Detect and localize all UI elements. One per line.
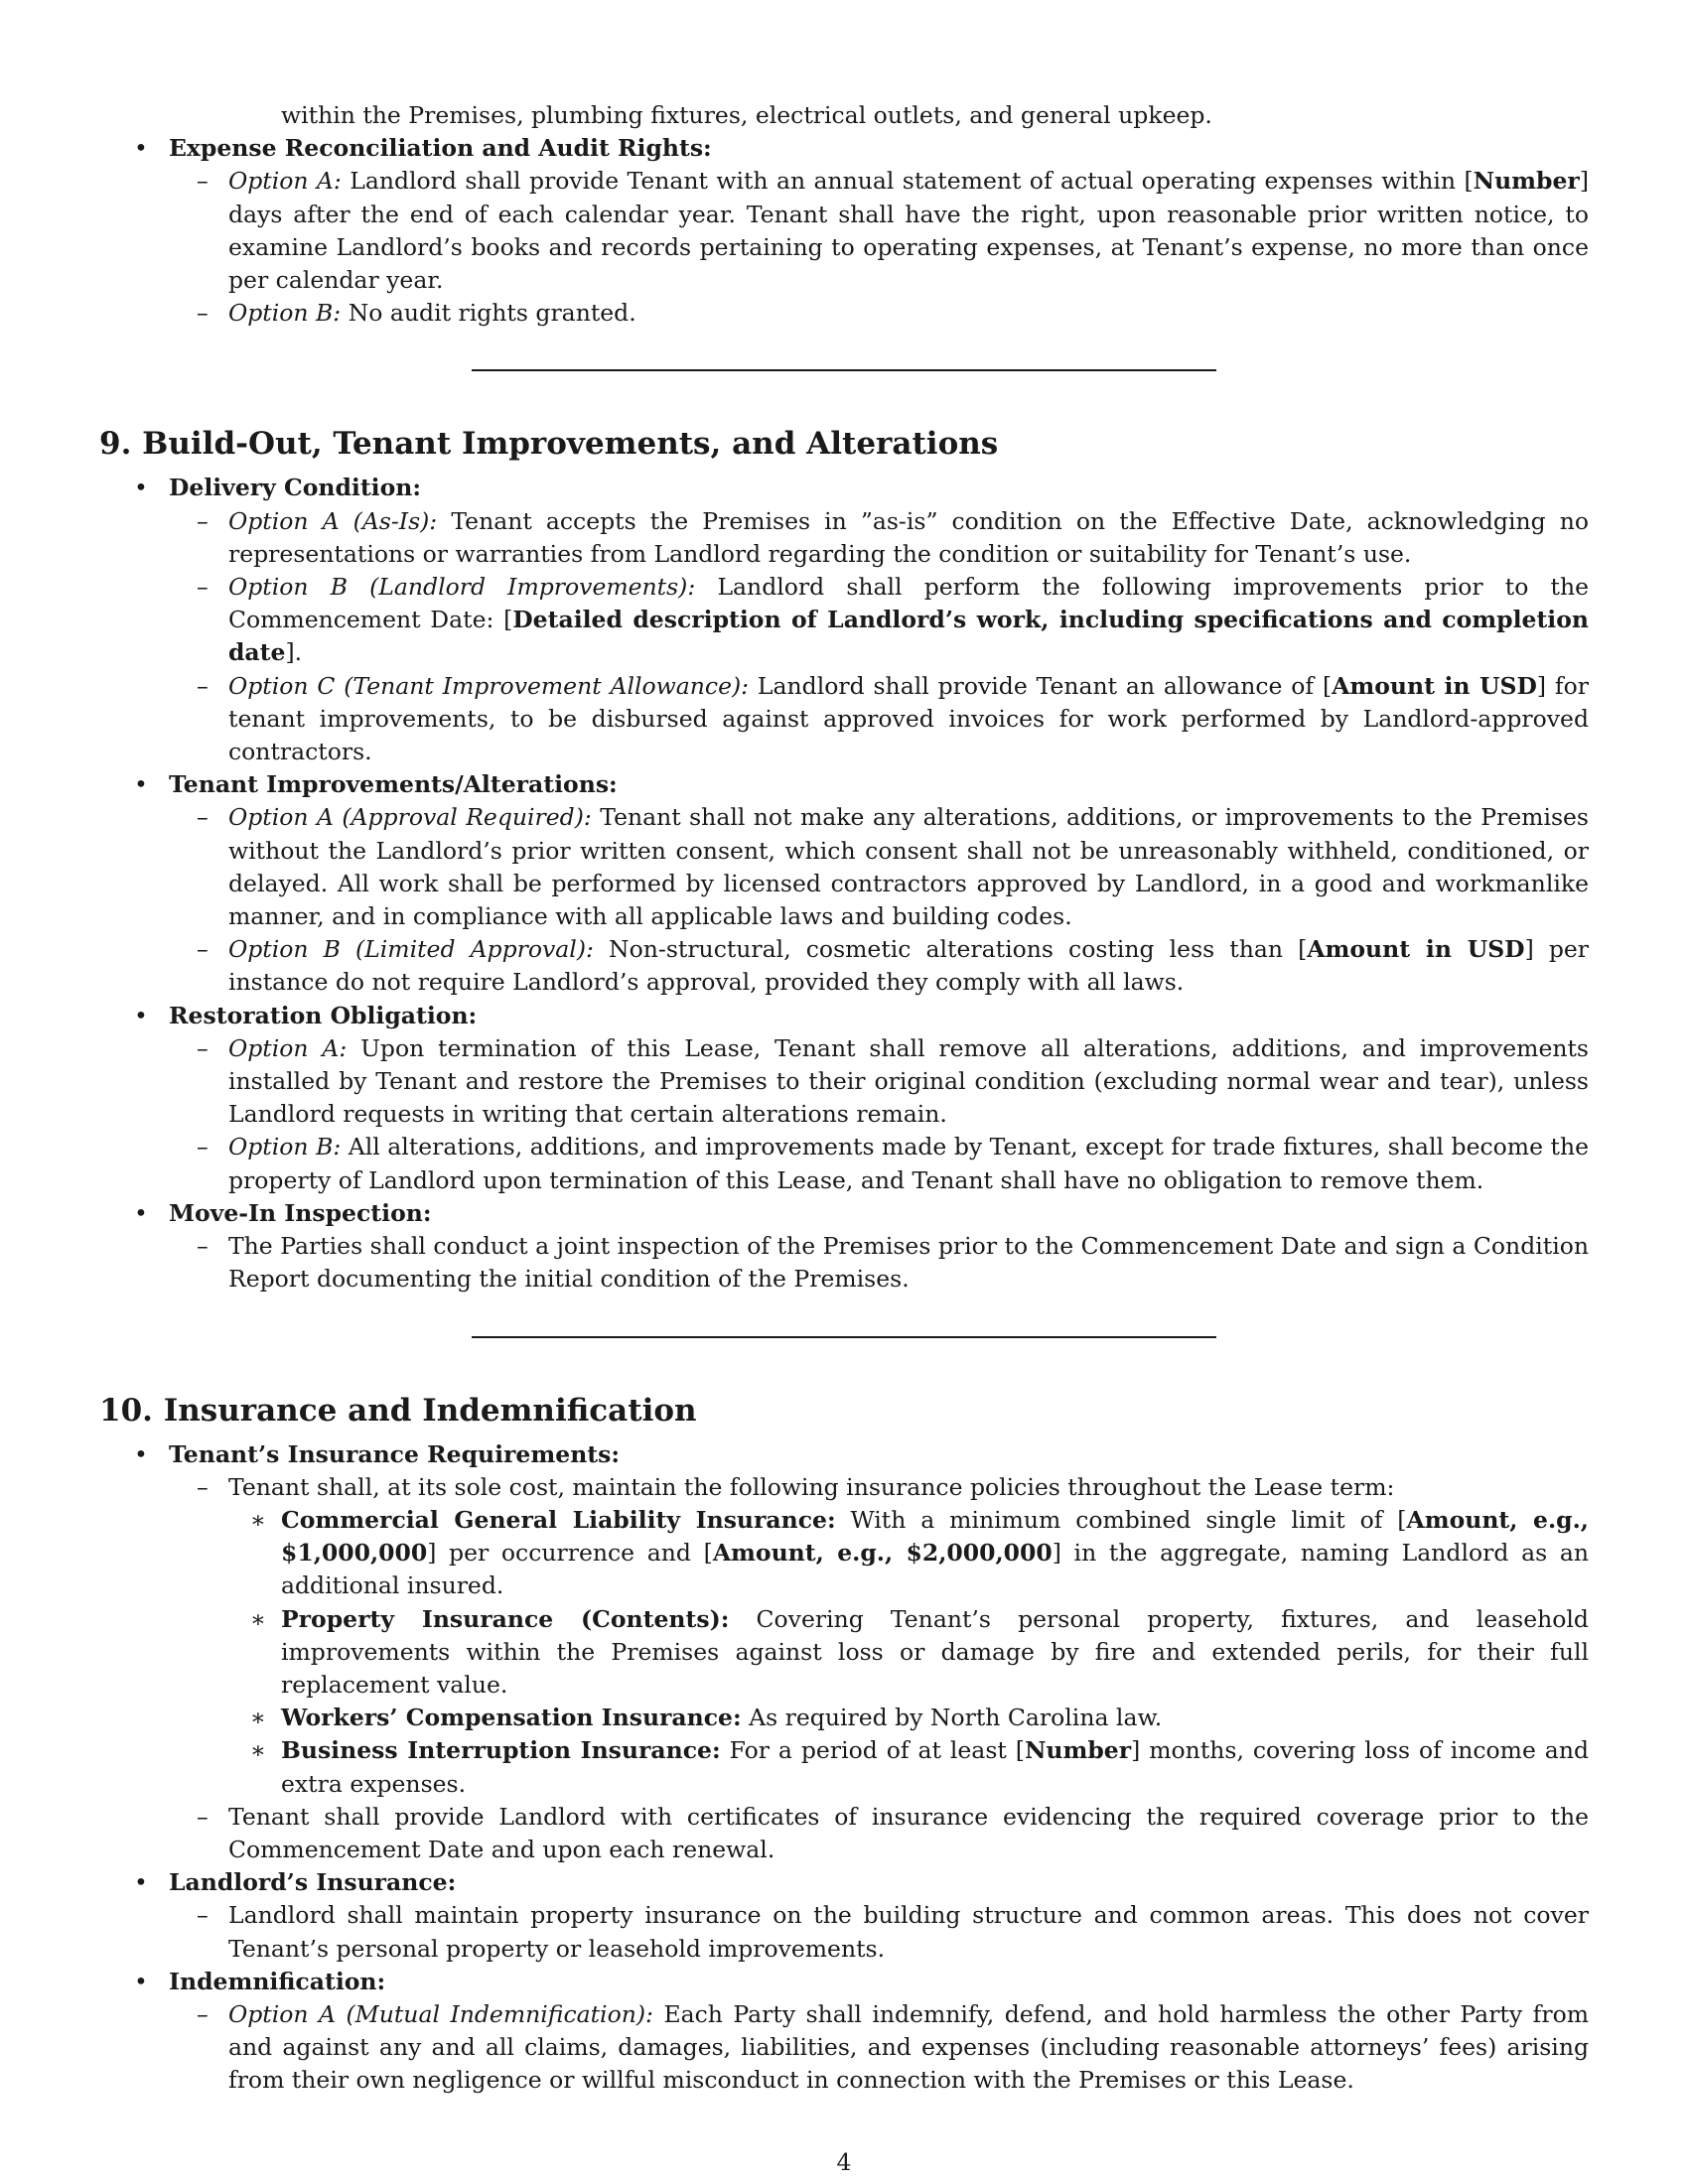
cgl-insurance: ∗ Commercial General Liability Insurance: With a minimum combined single limit of [Amount, e.g., $1,000,000] per occurrence and [Amount, e.g., $2,000,000] in the aggregate, naming Landlord as an additional insured. xyxy=(250,1505,1589,1600)
expense-reconciliation-item xyxy=(99,132,1589,165)
bullet-marker: • xyxy=(134,1868,148,1897)
policy-label: Workers’ Compensation Insurance: xyxy=(281,1704,742,1732)
option-label: Option A (Approval Required): xyxy=(228,803,592,832)
section-10-title: 10. Insurance and Indemnification xyxy=(99,1392,697,1429)
dash-marker: – xyxy=(197,299,209,328)
page-number: 4 xyxy=(836,2148,852,2176)
star-marker: ∗ xyxy=(250,1736,266,1765)
section-divider xyxy=(472,369,1216,371)
property-insurance: ∗ Property Insurance (Contents): Covering Tenant’s personal property, fixtures, and leasehold improvements within the Premises against loss or damage by fire and extended perils, for their full replacement value. xyxy=(250,1604,1589,1699)
dash-marker: – xyxy=(197,167,209,196)
item-heading: Move-In Inspection: xyxy=(169,1198,432,1227)
dash-marker: – xyxy=(197,803,209,832)
policy-label: Property Insurance (Contents): xyxy=(281,1604,730,1633)
delivery-option-c: – Option C (Tenant Improvement Allowance): Landlord shall provide Tenant an allowance of [Amount in USD] for tenant improvements, to be disbursed against approved invoices for work performed by Landlord-approved contractors. xyxy=(197,671,1589,766)
bullet-marker: • xyxy=(134,474,148,502)
tenant-alterations-item xyxy=(99,768,1589,801)
option-label: Option A: xyxy=(228,167,342,196)
restoration-option-b: – Option B: All alterations, additions, and improvements made by Tenant, except for trade fixtures, shall become the property of Landlord upon termination of this Lease, and Tenant shall have no obligation to remove them. xyxy=(197,1133,1589,1194)
section-divider xyxy=(472,1336,1216,1338)
expense-option-a: – Option A: Landlord shall provide Tenant with an annual statement of actual operating expenses within [Number] days after the end of each calendar year. Tenant shall have the right, upon reasonable prior written notice, to examine Landlord’s books and records pertaining to operating expenses, at Tenant’s expense, no more than once per calendar year. xyxy=(197,167,1589,295)
tenant-insurance-intro: – Tenant shall, at its sole cost, maintain the following insurance policies throughout the Lease term: xyxy=(99,1471,1589,1504)
dash-marker: – xyxy=(197,935,209,964)
star-marker: ∗ xyxy=(250,1704,266,1732)
item-heading: Tenant Improvements/Alterations: xyxy=(169,770,618,799)
placeholder-field: Detailed description of Landlord’s work, including specifications and completion date xyxy=(228,606,1589,667)
indemnification-item xyxy=(99,1966,1589,1998)
indemnification-option-a: – Option A (Mutual Indemnification): Each Party shall indemnify, defend, and hold harmless the other Party from and against any and all claims, damages, liabilities, and expenses (including reasonable attorneys’ fees) arising from their own negligence or willful misconduct in connection with the Premises or this Lease. xyxy=(197,1999,1589,2095)
star-marker: ∗ xyxy=(250,1505,266,1534)
placeholder-field: Number xyxy=(1473,167,1580,196)
section-9-title: 9. Build-Out, Tenant Improvements, and Alterations xyxy=(99,426,999,463)
maintenance-continuation: within the Premises, plumbing fixtures, electrical outlets, and general upkeep. xyxy=(281,101,1212,129)
placeholder-field: Amount, e.g., $2,000,000 xyxy=(712,1539,1053,1568)
item-heading: Indemnification: xyxy=(169,1967,386,1995)
placeholder-field: Number xyxy=(1024,1736,1132,1765)
placeholder-field: Amount in USD xyxy=(1332,671,1537,700)
option-label: Option A (Mutual Indemnification): xyxy=(228,1999,653,2028)
item-heading: Restoration Obligation: xyxy=(169,1001,478,1029)
item-heading: Landlord’s Insurance: xyxy=(169,1868,457,1897)
dash-marker: – xyxy=(197,1901,209,1930)
star-marker: ∗ xyxy=(250,1604,266,1633)
dash-marker: – xyxy=(197,671,209,700)
insurance-certificates: – Tenant shall provide Landlord with certificates of insurance evidencing the required coverage prior to the Commencement Date and upon each renewal. xyxy=(197,1802,1589,1863)
expense-option-b: – Option B: No audit rights granted. xyxy=(99,297,1589,330)
option-label: Option B (Limited Approval): xyxy=(228,935,594,964)
option-label: Option A: xyxy=(228,1033,348,1062)
bullet-marker: • xyxy=(134,1001,148,1029)
bullet-marker: • xyxy=(134,1198,148,1227)
policy-label: Commercial General Liability Insurance: xyxy=(281,1505,836,1534)
policy-label: Business Interruption Insurance: xyxy=(281,1736,721,1765)
placeholder-field: Amount, e.g., $1,000,000 xyxy=(281,1505,1589,1568)
landlord-insurance-item xyxy=(99,1866,1589,1899)
delivery-option-a: – Option A (As-Is): Tenant accepts the Premises in ”as-is” condition on the Effective Date, acknowledging no representations or warranties from Landlord regarding the condition or suitability for Tenant’s use. xyxy=(197,506,1589,568)
dash-marker: – xyxy=(197,1802,209,1831)
business-interruption-insurance: ∗ Business Interruption Insurance: For a period of at least [Number] months, covering loss of income and extra expenses. xyxy=(250,1736,1590,1798)
placeholder-field: Amount in USD xyxy=(1307,935,1525,964)
dash-marker: – xyxy=(197,1232,209,1261)
alterations-option-a: – Option A (Approval Required): Tenant shall not make any alterations, additions, or improvements to the Premises without the Landlord’s prior written consent, which consent shall not be unreasonably withheld, conditioned, or delayed. All work shall be performed by licensed contractors approved by Landlord, in a good and workmanlike manner, and in compliance with all applicable laws and building codes. xyxy=(197,803,1589,931)
page-content xyxy=(99,99,1589,2098)
delivery-option-b: – Option B (Landlord Improvements): Landlord shall perform the following improvements prior to the Commencement Date: [Detailed description of Landlord’s work, including specifications and completion date]. xyxy=(197,573,1589,667)
tenant-insurance-item xyxy=(99,1438,1589,1471)
dash-marker: – xyxy=(197,506,209,535)
item-heading: Tenant’s Insurance Requirements: xyxy=(169,1439,621,1468)
landlord-insurance-text: – Landlord shall maintain property insurance on the building structure and common areas. This does not cover Tenant’s personal property or leasehold improvements. xyxy=(197,1901,1589,1963)
restoration-obligation-item xyxy=(99,1000,1589,1032)
restoration-option-a: – Option A: Upon termination of this Lease, Tenant shall remove all alterations, additions, and improvements installed by Tenant and restore the Premises to their original condition (excluding normal wear and tear), unless Landlord requests in writing that certain alterations remain. xyxy=(197,1033,1589,1129)
inspection-text: – The Parties shall conduct a joint inspection of the Premises prior to the Commencement Date and sign a Condition Report documenting the initial condition of the Premises. xyxy=(197,1232,1589,1294)
dash-marker: – xyxy=(197,1999,209,2028)
item-heading: Delivery Condition: xyxy=(169,474,422,502)
workers-comp-insurance: ∗ Workers’ Compensation Insurance: As required by North Carolina law. xyxy=(99,1702,1589,1734)
option-label: Option B: xyxy=(228,1133,342,1161)
bullet-marker: • xyxy=(134,134,148,163)
item-heading: Expense Reconciliation and Audit Rights: xyxy=(169,134,712,163)
dash-marker: – xyxy=(197,1133,209,1161)
option-label: Option A (As-Is): xyxy=(228,506,438,535)
dash-marker: – xyxy=(197,573,209,602)
dash-marker: – xyxy=(197,1472,209,1501)
bullet-marker: • xyxy=(134,1439,148,1468)
dash-marker: – xyxy=(197,1033,209,1062)
option-label: Option B (Landlord Improvements): xyxy=(228,573,696,602)
option-label: Option B: xyxy=(228,299,342,328)
alterations-option-b: – Option B (Limited Approval): Non-structural, cosmetic alterations costing less than [Amount in USD] per instance do not require Landlord’s approval, provided they comply with all laws. xyxy=(197,935,1590,997)
bullet-marker: • xyxy=(134,770,148,799)
move-in-inspection-item xyxy=(99,1197,1589,1230)
bullet-marker: • xyxy=(134,1967,148,1995)
option-label: Option C (Tenant Improvement Allowance): xyxy=(228,671,750,700)
delivery-condition-item xyxy=(99,472,1589,504)
